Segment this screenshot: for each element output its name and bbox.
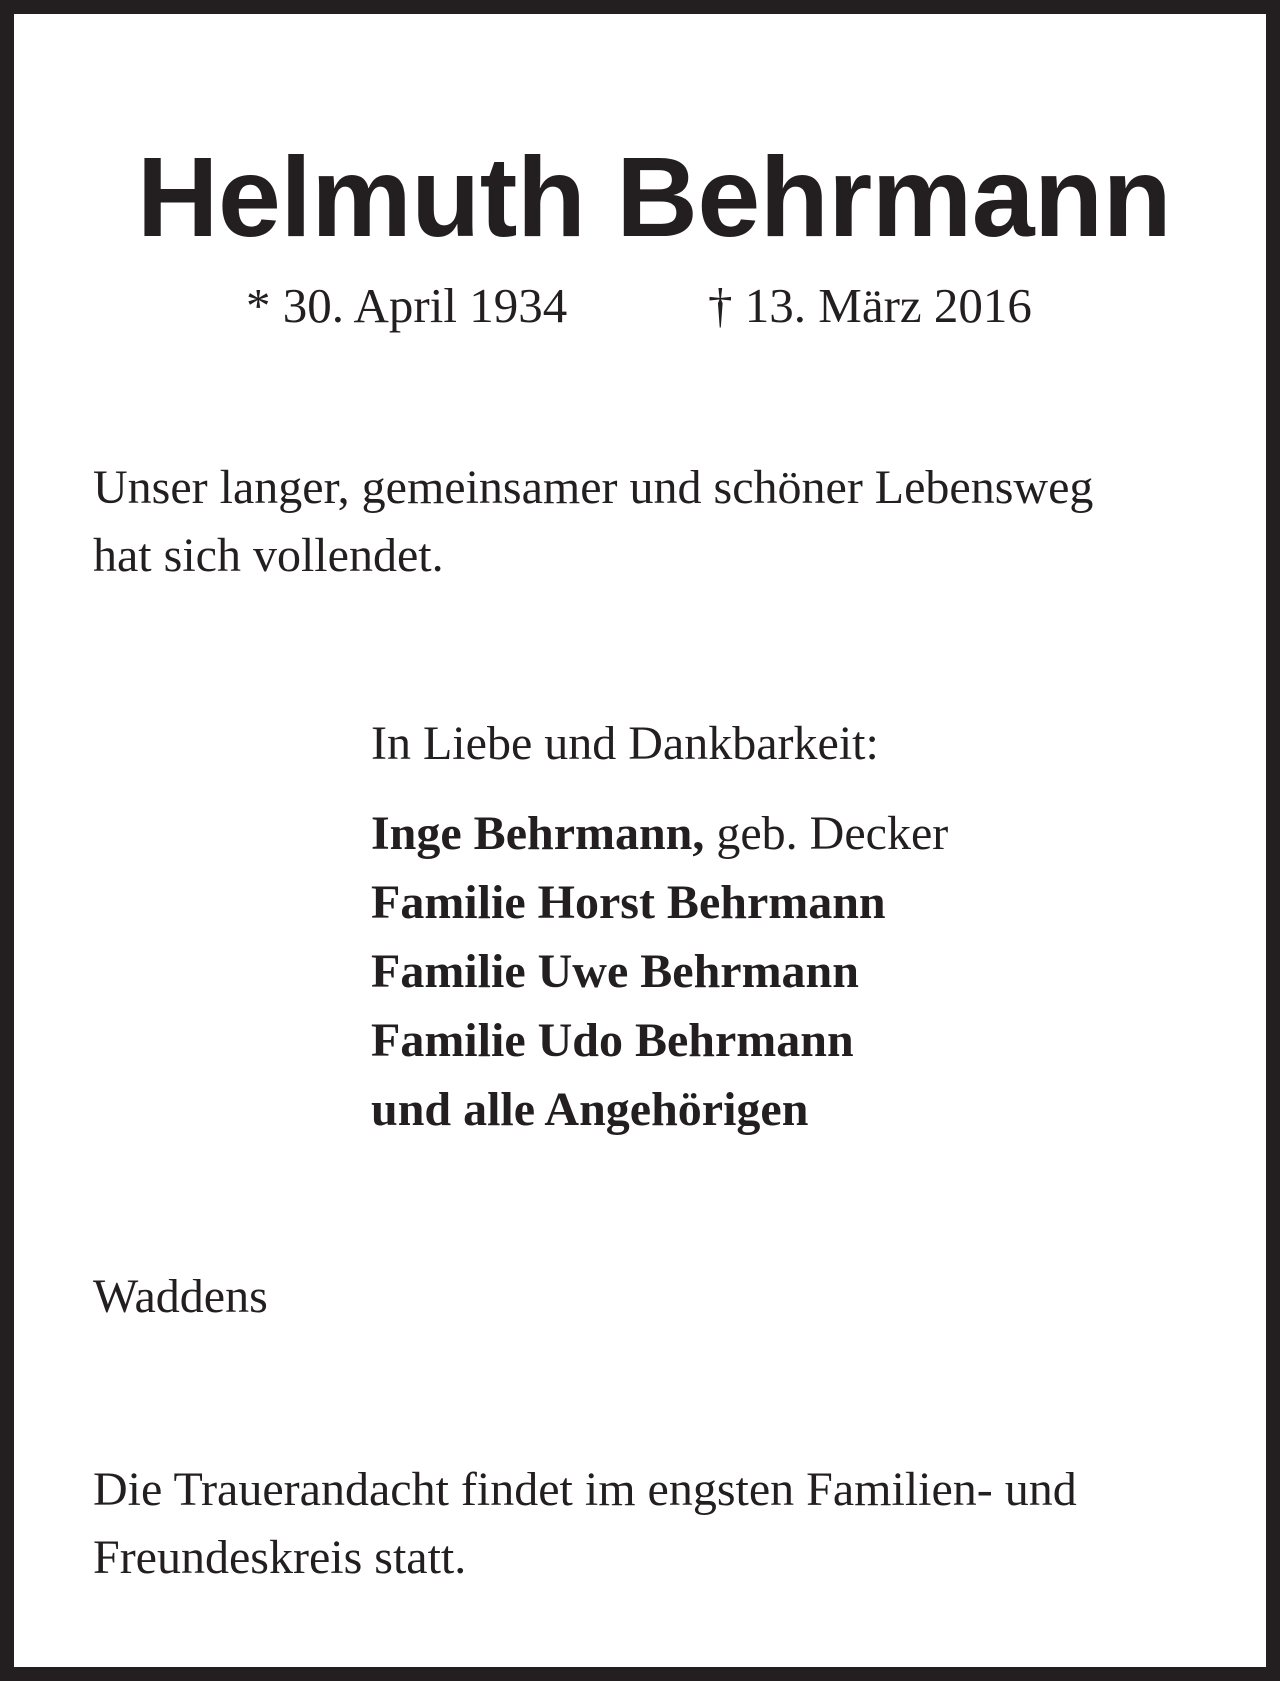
mourners-list	[371, 799, 948, 1144]
place-name: Waddens	[93, 1270, 268, 1323]
life-line-1: Unser langer, gemeinsamer und schöner Lebensweg	[93, 461, 1094, 514]
birth-date: * 30. April 1934	[246, 278, 568, 333]
mourner-udo: Familie Udo Behrmann	[371, 1014, 854, 1067]
mourner-note: geb. Decker	[704, 807, 949, 860]
mourner-inge	[371, 799, 948, 868]
mourner-horst: Familie Horst Behrmann	[371, 876, 886, 929]
death-date: † 13. März 2016	[708, 278, 1032, 333]
mourner-name: Inge Behrmann,	[371, 807, 705, 860]
life-path-text	[93, 454, 1233, 590]
service-line-2: Freundeskreis statt.	[93, 1531, 467, 1584]
mourner-relatives: und alle Angehörigen	[371, 1083, 809, 1136]
service-line-1: Die Trauerandacht findet im engsten Familien- und	[93, 1463, 1077, 1516]
deceased-name: Helmuth Behrmann	[136, 134, 1172, 260]
thanks-line: In Liebe und Dankbarkeit:	[371, 717, 879, 770]
service-text	[93, 1456, 1233, 1592]
mourner-uwe: Familie Uwe Behrmann	[371, 945, 859, 998]
life-line-2: hat sich vollendet.	[93, 529, 444, 582]
